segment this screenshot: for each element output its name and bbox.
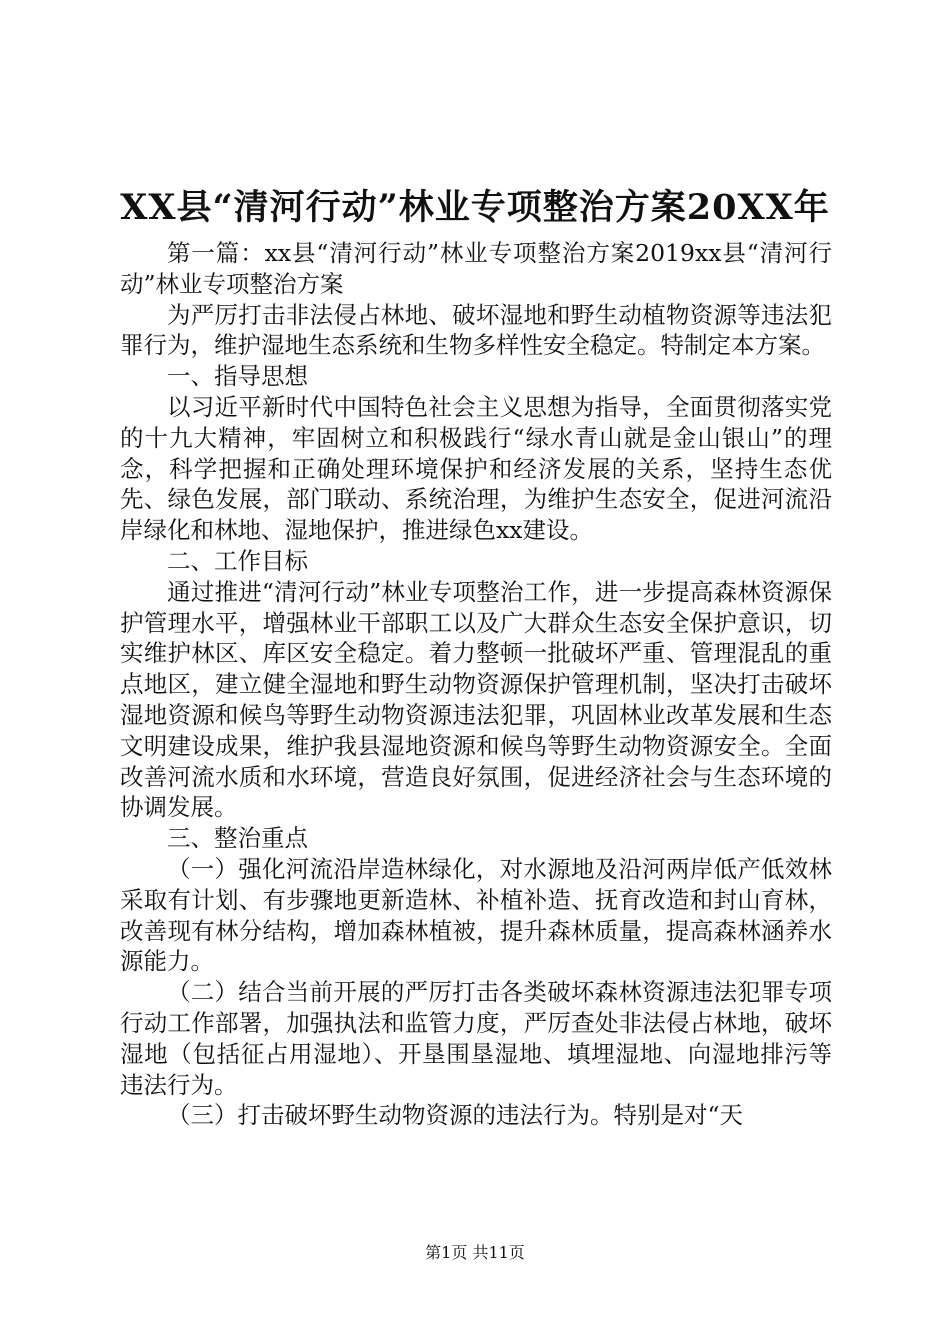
section-heading-guiding-ideology: 一、指导思想 — [167, 362, 308, 391]
section-heading-work-goals: 二、工作目标 — [167, 546, 308, 575]
paragraph-purpose: 为严厉打击非法侵占林地、破坏湿地和野生动植物资源等违法犯罪行为，维护湿地生态系统和生物多样性安全稳定。特制定本方案。 — [120, 300, 832, 360]
paragraph-guiding-ideology: 以习近平新时代中国特色社会主义思想为指导，全面贯彻落实党的十九大精神，牢固树立和积极践行“绿水青山就是金山银山”的理念，科学把握和正确处理环境保护和经济发展的关系，坚持生态优先、绿色发展，部门联动、系统治理，为维护生态安全，促进河流沿岸绿化和林地、湿地保护，推进绿色xx建设。 — [120, 392, 832, 545]
paragraph-intro-heading: 第一篇：xx县“清河行动”林业专项整治方案2019xx县“清河行动”林业专项整治方案 — [120, 239, 832, 298]
document-body — [120, 238, 832, 1131]
paragraph-key-point-1: （一）强化河流沿岸造林绿化，对水源地及沿河两岸低产低效林采取有计划、有步骤地更新造林、补植补造、抚育改造和封山育林，改善现有林分结构，增加森林植被，提升森林质量，提高森林涵养水源能力。 — [120, 854, 832, 976]
section-heading-key-points: 三、整治重点 — [167, 824, 308, 853]
document-title: XX县“清河行动”林业专项整治方案20XX年 — [120, 187, 830, 228]
paragraph-key-point-2: （二）结合当前开展的严厉打击各类破坏森林资源违法犯罪专项行动工作部署，加强执法和监管力度，严厉查处非法侵占林地，破坏湿地（包括征占用湿地）、开垦围垦湿地、填埋湿地、向湿地排污等违法行为。 — [120, 978, 832, 1099]
paragraph-key-point-3: （三）打击破坏野生动物资源的违法行为。特别是对“天 — [167, 1101, 744, 1130]
page-number-footer: 第1页 共11页 — [425, 1243, 525, 1262]
paragraph-work-goals: 通过推进“清河行动”林业专项整治工作，进一步提高森林资源保护管理水平，增强林业干部职工以及广大群众生态安全保护意识，切实维护林区、库区安全稳定。着力整顿一批破坏严重、管理混乱的重点地区，建立健全湿地和野生动物资源保护管理机制，坚决打击破坏湿地资源和候鸟等野生动物资源违法犯罪，巩固林业改革发展和生态文明建设成果，维护我县湿地资源和候鸟等野生动物资源安全。全面改善河流水质和水环境，营造良好氛围，促进经济社会与生态环境的协调发展。 — [120, 577, 832, 822]
